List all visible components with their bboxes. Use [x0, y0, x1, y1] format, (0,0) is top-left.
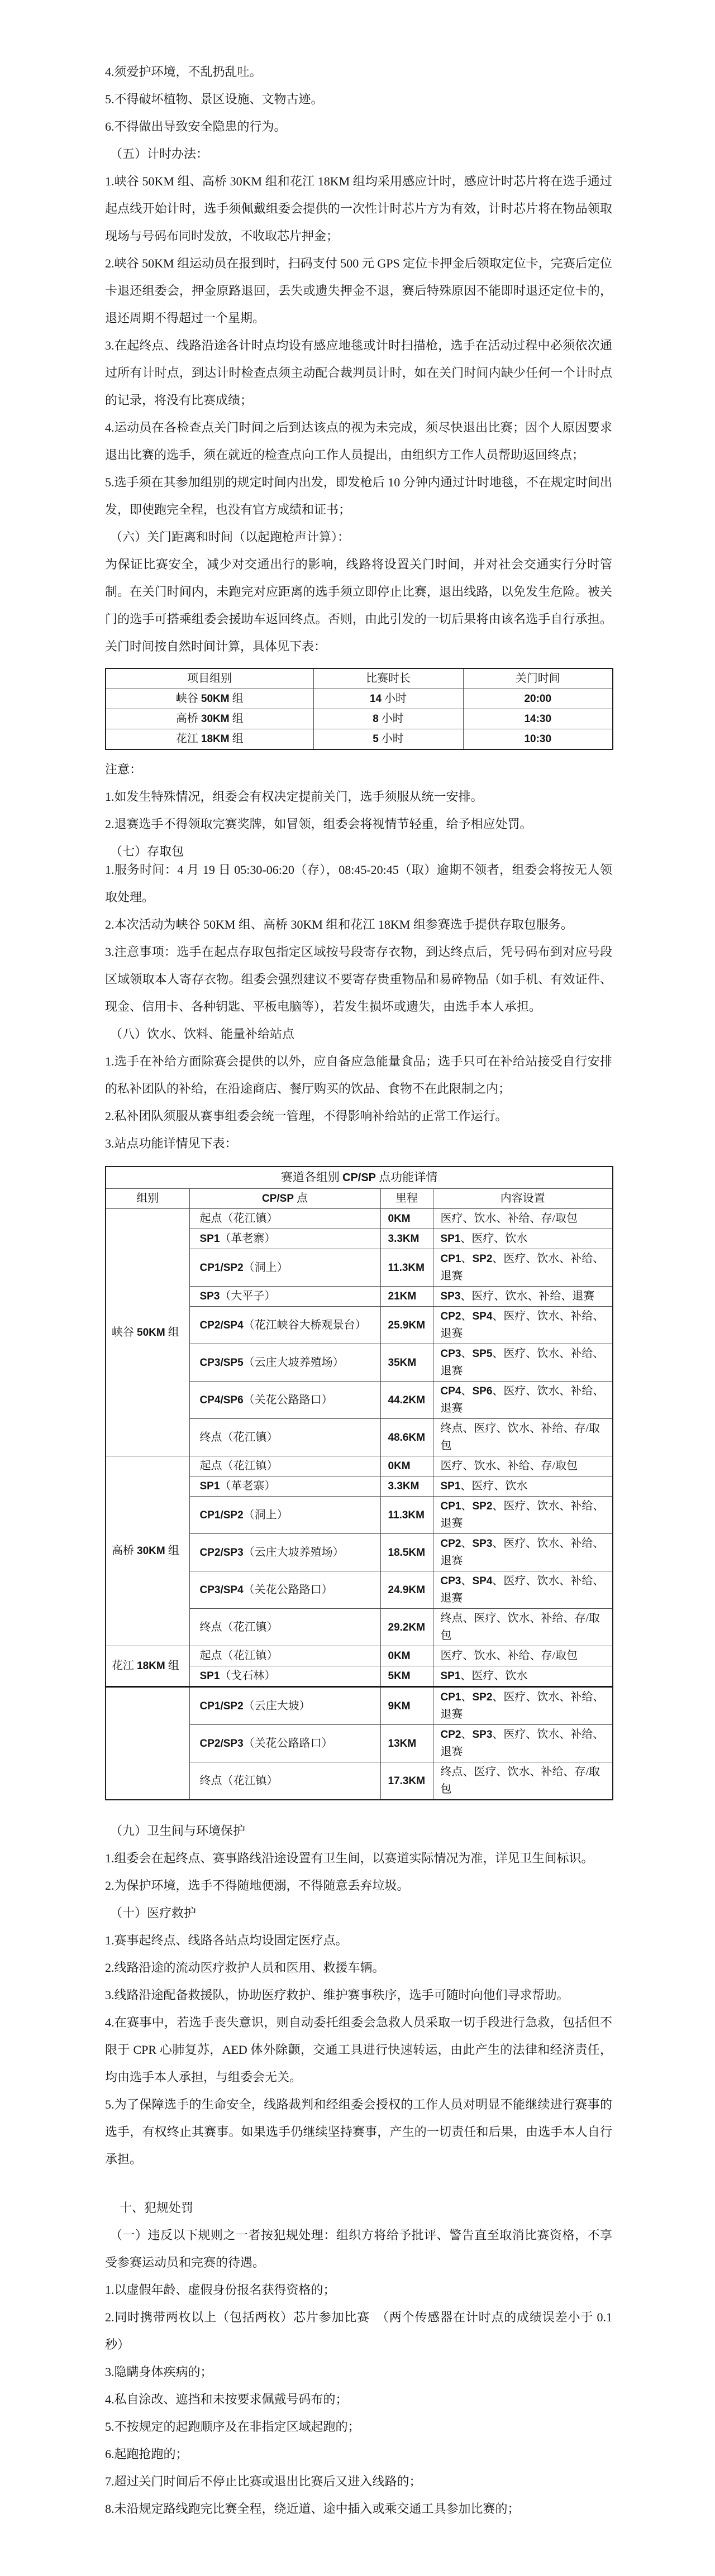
paragraph: 2.本次活动为峡谷 50KM 组、高桥 30KM 组和花江 18KM 组参赛选手提供存取包服务。 — [105, 917, 573, 931]
paragraph: 2.峡谷 50KM 组运动员在报到时，扫码支付 500 元 GPS 定位卡押金后领取定位卡，完赛后定位卡退还组委会，押金原路退回，丢失或遗失押金不退，赛后特殊原因不能即时退还定位卡的，退还周期不得超过一个星期。 — [105, 256, 612, 325]
paragraph: 3.在起终点、线路沿途各计时点均设有感应地毯或计时扫描枪，选手在活动过程中必须依次通过所有计时点，到达计时检查点须主动配合裁判员计时，如在关门时间内缺少任何一个计时点的记录，将没有比赛成绩； — [105, 338, 612, 407]
table-cell: SP1、医疗、饮水 — [433, 1229, 613, 1249]
table-cell: 花江 18KM 组 — [106, 729, 313, 750]
paragraph: （一）违反以下规则之一者按犯规处理：组织方将给予批评、警告直至取消比赛资格，不享受参赛运动员和完赛的待遇。 — [105, 2228, 612, 2269]
paragraph: （九）卫生间与环境保护 — [110, 1824, 246, 1838]
table-cell: 终点（花江镇） — [189, 1609, 380, 1646]
table-cell: 29.2KM — [380, 1609, 433, 1646]
paragraph: 5.不按规定的起跑顺序及在非指定区域起跑的； — [105, 2420, 360, 2434]
table-cell: 起点（花江镇） — [189, 1209, 380, 1229]
paragraph: 2.为保护环境，选手不得随地便溺，不得随意丢弃垃圾。 — [105, 1879, 409, 1892]
table-caption: 赛道各组别 CP/SP 点功能详情 — [106, 1167, 613, 1189]
table-cell: 10:30 — [463, 729, 613, 750]
table-cell: 25.9KM — [380, 1307, 433, 1344]
table-cell: 24.9KM — [380, 1571, 433, 1609]
paragraph: 1.峡谷 50KM 组、高桥 30KM 组和花江 18KM 组均采用感应计时，感应计时芯片将在选手通过起点线开始计时，选手须佩戴组委会提供的一次性计时芯片方为有效，计时芯片将在物品领取现场与号码布同时发放，不收取芯片押金； — [105, 174, 612, 243]
table-cell: 9KM — [380, 1687, 433, 1725]
table-cell: CP2/SP4（花江峡谷大桥观景台） — [189, 1307, 380, 1344]
table-header-cell: 关门时间 — [463, 668, 613, 689]
paragraph: 3.线路沿途配备救援队，协助医疗救护、维护赛事秩序，选手可随时向他们寻求帮助。 — [105, 1988, 569, 2002]
table-cell: SP1、医疗、饮水 — [433, 1666, 613, 1687]
table-cell: SP1（革老寨） — [189, 1476, 380, 1497]
table-cell: CP2、SP3、医疗、饮水、补给、退赛 — [433, 1725, 613, 1762]
table-cell: SP1（戈石林） — [189, 1666, 380, 1687]
table-cell: CP3/SP4（关花公路路口） — [189, 1571, 380, 1609]
section-toilet-medical-penalty — [105, 1817, 612, 2522]
table-cell: SP3、医疗、饮水、补给、退赛 — [433, 1287, 613, 1307]
paragraph: 1.选手在补给方面除赛会提供的以外，应自备应急能量食品；选手只可在补给站接受自行安排的私补团队的补给，在沿途商店、餐厅购买的饮品、食物不在此限制之内； — [105, 1054, 612, 1096]
table-cell: CP2、SP3、医疗、饮水、补给、退赛 — [433, 1534, 613, 1571]
table-cell: 21KM — [380, 1287, 433, 1307]
paragraph: 2.同时携带两枚以上（包括两枚）芯片参加比赛 （两个传感器在计时点的成绩误差小于 0.1 秒） — [105, 2310, 612, 2352]
paragraph: 5.选手须在其参加组别的规定时间内出发，即发枪后 10 分钟内通过计时地毯，不在规定时间出发，即使跑完全程，也没有官方成绩和证书； — [105, 475, 612, 517]
table-cell: 44.2KM — [380, 1382, 433, 1419]
paragraph: 7.超过关门时间后不停止比赛或退出比赛后又进入线路的； — [105, 2474, 422, 2488]
paragraph: 8.未沿规定路线跑完比赛全程，绕近道、途中插入或乘交通工具参加比赛的； — [105, 2502, 520, 2516]
group-label-cell: 花江 18KM 组 — [106, 1646, 189, 1687]
table-cell: SP1（革老寨） — [189, 1229, 380, 1249]
group-label-cell: 峡谷 50KM 组 — [106, 1209, 189, 1456]
paragraph: 6.不得做出导致安全隐患的行为。 — [105, 120, 287, 133]
table-cell: 起点（花江镇） — [189, 1456, 380, 1476]
table-row — [106, 689, 613, 709]
table-cell: CP1、SP2、医疗、饮水、补给、退赛 — [433, 1497, 613, 1534]
table-cell: CP1/SP2（云庄大坡） — [189, 1687, 380, 1725]
table-cell: 8 小时 — [313, 709, 463, 729]
paragraph: 5.为了保障选手的生命安全，线路裁判和经组委会授权的工作人员对明显不能继续进行赛事的选手，有权终止其赛事。如果选手仍继续坚持赛事，产生的一切责任和后果，由选手本人自行承担。 — [105, 2097, 612, 2166]
paragraph: （七）存取包 — [110, 844, 184, 858]
table-cell: 医疗、饮水、补给、存/取包 — [433, 1209, 613, 1229]
table-cell: 35KM — [380, 1344, 433, 1382]
table-header-row — [106, 668, 613, 689]
table-header-cell: 内容设置 — [433, 1189, 613, 1209]
group-label-cell-empty — [106, 1687, 189, 1800]
table-cell: SP3（大平子） — [189, 1287, 380, 1307]
table-caption-row — [106, 1167, 613, 1189]
paragraph: （五）计时办法： — [110, 147, 209, 161]
table-cell: 终点（花江镇） — [189, 1419, 380, 1456]
table-cell: CP4、SP6、医疗、饮水、补给、退赛 — [433, 1382, 613, 1419]
paragraph: 5.不得破坏植物、景区设施、文物古迹。 — [105, 92, 323, 106]
table-cell: CP1/SP2（洞上） — [189, 1249, 380, 1287]
table-row — [106, 709, 613, 729]
paragraph: 4.须爱护环境，不乱扔乱吐。 — [105, 65, 262, 79]
table-cell: 20:00 — [463, 689, 613, 709]
table-cell: 终点、医疗、饮水、补给、存/取包 — [433, 1762, 613, 1800]
paragraph: 2.线路沿途的流动医疗救护人员和医用、救援车辆。 — [105, 1961, 385, 1975]
table-cell: 5 小时 — [313, 729, 463, 750]
table-cell: 48.6KM — [380, 1419, 433, 1456]
table-cell: CP2/SP3（关花公路路口） — [189, 1725, 380, 1762]
section-heading: 十、犯规处罚 — [120, 2201, 194, 2215]
table-header-cell: 里程 — [380, 1189, 433, 1209]
table-cell: CP1、SP2、医疗、饮水、补给、退赛 — [433, 1249, 613, 1287]
paragraph: 4.在赛事中，若选手丧失意识，则自动委托组委会急救人员采取一切手段进行急救，包括但不限于 CPR 心肺复苏，AED 体外除颤，交通工具进行快速转运，由此产生的法律和经济责任，均由选手本人承担，与组委会无关。 — [105, 2015, 612, 2084]
table-cell: CP4/SP6（关花公路路口） — [189, 1382, 380, 1419]
table-cell: CP1、SP2、医疗、饮水、补给、退赛 — [433, 1687, 613, 1725]
table-cell: CP3、SP4、医疗、饮水、补给、退赛 — [433, 1571, 613, 1609]
paragraph: （十）医疗救护 — [110, 1906, 197, 1920]
paragraph: 注意： — [105, 762, 142, 776]
paragraph: 1.组委会在起终点、赛事路线沿途设置有卫生间，以赛道实际情况为准，详见卫生间标识。 — [105, 1851, 594, 1865]
table-cell: 5KM — [380, 1666, 433, 1687]
paragraph: 3.站点功能详情见下表： — [105, 1136, 237, 1150]
table-row — [106, 1209, 613, 1229]
group-label-cell: 高桥 30KM 组 — [106, 1456, 189, 1646]
section-notes-bags-supply — [105, 756, 612, 1157]
table-cell: 终点、医疗、饮水、补给、存/取包 — [433, 1609, 613, 1646]
paragraph: 3.注意事项：选手在起点存取包指定区域按号段寄存衣物，到达终点后，凭号码布到对应号段区域领取本人寄存衣物。组委会强烈建议不要寄存贵重物品和易碎物品（如手机、有效证件、现金、信用卡、各种钥匙、平板电脑等），若发生损坏或遗失，由选手本人承担。 — [105, 945, 612, 1014]
table-header-cell: 比赛时长 — [313, 668, 463, 689]
paragraph: 1.如发生特殊情况，组委会有权决定提前关门，选手须服从统一安排。 — [105, 790, 483, 804]
table-cell: 峡谷 50KM 组 — [106, 689, 313, 709]
paragraph: 2.私补团队须服从赛事组委会统一管理，不得影响补给站的正常工作运行。 — [105, 1109, 508, 1123]
table-cell: 终点（花江镇） — [189, 1762, 380, 1800]
paragraph: 2.退赛选手不得领取完赛奖牌，如冒领，组委会将视情节轻重，给予相应处罚。 — [105, 817, 532, 831]
table-cell: 高桥 30KM 组 — [106, 709, 313, 729]
table-header-row — [106, 1189, 613, 1209]
paragraph: 4.运动员在各检查点关门时间之后到达该点的视为未完成，须尽快退出比赛；因个人原因要求退出比赛的选手，须在就近的检查点向工作人员提出，由组织方工作人员帮助返回终点； — [105, 420, 612, 462]
table-cell: 0KM — [380, 1456, 433, 1476]
table-cell: 13KM — [380, 1725, 433, 1762]
table-cell: 0KM — [380, 1209, 433, 1229]
table-row — [106, 729, 613, 750]
paragraph: 3.隐瞒身体疾病的； — [105, 2365, 213, 2379]
table-cell: 14 小时 — [313, 689, 463, 709]
table-row — [106, 1687, 613, 1725]
closing-time-table — [105, 668, 613, 750]
table-cell: 17.3KM — [380, 1762, 433, 1800]
paragraph: 为保证比赛安全，减少对交通出行的影响，线路将设置关门时间，并对社会交通实行分时管制。在关门时间内，未跑完对应距离的选手须立即停止比赛，退出线路，以免发生危险。被关门的选手可搭乘组委会援助车返回终点。否则，由此引发的一切后果将由该名选手自行承担。关门时间按自然时间计算，具体见下表： — [105, 557, 612, 653]
table-header-cell: 项目组别 — [106, 668, 313, 689]
table-cell: 医疗、饮水、补给、存/取包 — [433, 1456, 613, 1476]
table-cell: 14:30 — [463, 709, 613, 729]
paragraph: 4.私自涂改、遮挡和未按要求佩戴号码布的； — [105, 2392, 348, 2406]
table-cell: CP3、SP5、医疗、饮水、补给、退赛 — [433, 1344, 613, 1382]
table-cell: 终点、医疗、饮水、补给、存/取包 — [433, 1419, 613, 1456]
table-cell: 起点（花江镇） — [189, 1646, 380, 1666]
paragraph: （六）关门距离和时间（以起跑枪声计算）： — [110, 530, 350, 544]
table-header-cell: 组别 — [106, 1189, 189, 1209]
table-row — [106, 1456, 613, 1476]
table-cell: CP2/SP3（云庄大坡养殖场） — [189, 1534, 380, 1571]
table-cell: 3.3KM — [380, 1476, 433, 1497]
table-header-cell: CP/SP 点 — [189, 1189, 380, 1209]
table-row — [106, 1646, 613, 1666]
table-cell: CP1/SP2（洞上） — [189, 1497, 380, 1534]
table-cell: 11.3KM — [380, 1249, 433, 1287]
paragraph: 1.赛事起终点、线路各站点均设固定医疗点。 — [105, 1933, 348, 1947]
table-cell: SP1、医疗、饮水 — [433, 1476, 613, 1497]
paragraph: 1.以虚假年龄、虚假身份报名获得资格的； — [105, 2283, 336, 2297]
table-cell: 0KM — [380, 1646, 433, 1666]
table-cell: 医疗、饮水、补给、存/取包 — [433, 1646, 613, 1666]
table-cell: CP2、SP4、医疗、饮水、补给、退赛 — [433, 1307, 613, 1344]
table-cell: CP3/SP5（云庄大坡养殖场） — [189, 1344, 380, 1382]
section-timing-and-cutoff — [105, 58, 612, 660]
table-cell: 3.3KM — [380, 1229, 433, 1249]
cp-sp-station-table — [105, 1166, 613, 1800]
table-cell: 11.3KM — [380, 1497, 433, 1534]
paragraph: （八）饮水、饮料、能量补给站点 — [110, 1027, 295, 1041]
paragraph: 6.起跑抢跑的； — [105, 2447, 188, 2461]
table-cell: 18.5KM — [380, 1534, 433, 1571]
paragraph: 1.服务时间：4 月 19 日 05:30-06:20（存），08:45-20:45（取）逾期不领者，组委会将按无人领取处理。 — [105, 863, 612, 904]
